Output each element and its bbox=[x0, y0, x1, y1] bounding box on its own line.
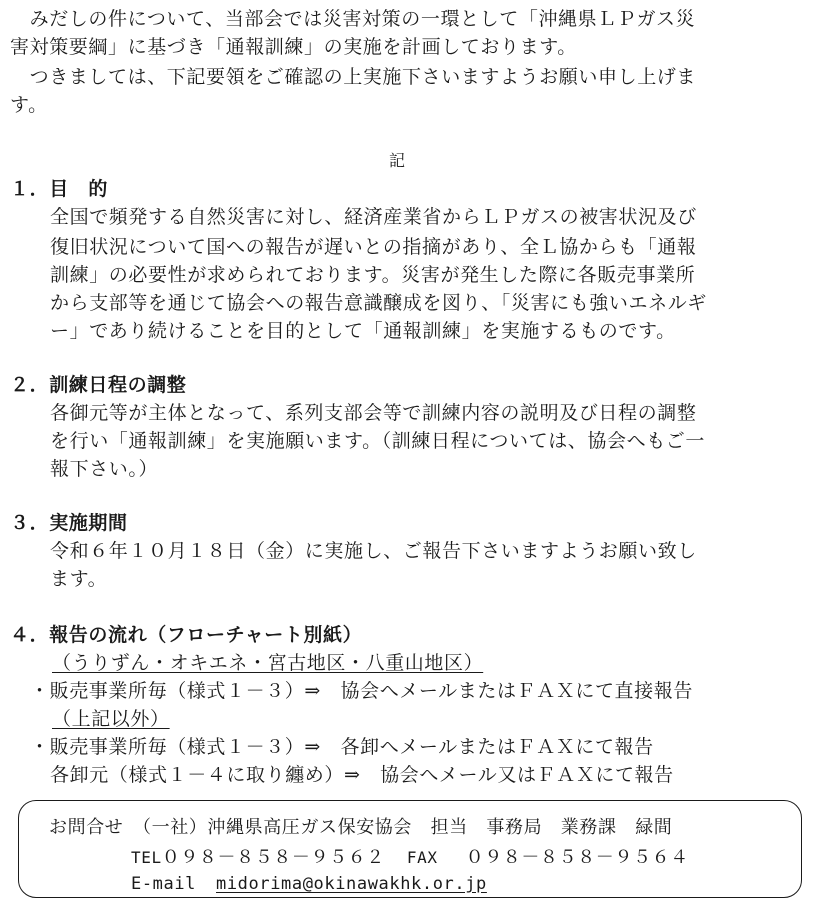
tel-label: TEL bbox=[131, 848, 162, 867]
intro-line-4: す。 bbox=[10, 94, 48, 116]
section-2-line: を行い「通報訓練」を実施願います。（訓練日程については、協会へもご一 bbox=[50, 430, 706, 452]
region-group-label: （うりずん・オキエネ・宮古地区・八重山地区） bbox=[52, 652, 484, 674]
intro-line-2: 害対策要綱」に基づき「通報訓練」の実施を計画しております。 bbox=[10, 36, 577, 58]
intro-line-1: みだしの件について、当部会では災害対策の一環として「沖縄県ＬＰガス災 bbox=[10, 8, 696, 30]
flow-item: 各卸元（様式１－４に取り纏め）⇒ 協会へメール又はＦＡＸにて報告 bbox=[50, 764, 674, 786]
section-1-line: 訓練」の必要性が求められております。災害が発生した際に各販売事業所 bbox=[50, 264, 696, 286]
email-label: E-mail bbox=[131, 874, 197, 894]
section-3-line: 令和６年１０月１８日（金）に実施し、ご報告下さいますようお願い致し bbox=[50, 540, 697, 562]
section-4-heading: ４．報告の流れ（フローチャート別紙） bbox=[10, 624, 363, 646]
ki-marker: 記 bbox=[389, 151, 406, 170]
contact-phone-line bbox=[131, 845, 689, 871]
fax-number: ０９８－８５８－９５６４ bbox=[465, 847, 689, 868]
section-1-heading: １．目 的 bbox=[10, 178, 109, 200]
flow-item: ・販売事業所毎（様式１－３）⇒ 協会へメールまたはＦＡＸにて直接報告 bbox=[30, 680, 693, 702]
flow-item: ・販売事業所毎（様式１－３）⇒ 各卸へメールまたはＦＡＸにて報告 bbox=[30, 736, 654, 758]
section-3-heading: ３．実施期間 bbox=[10, 512, 128, 534]
contact-box bbox=[18, 800, 802, 898]
section-2-line: 報下さい。） bbox=[50, 458, 159, 480]
fax-label: FAX bbox=[406, 848, 438, 867]
contact-email-line bbox=[131, 871, 487, 897]
region-group-label: （上記以外） bbox=[52, 708, 170, 730]
contact-line: お問合せ （一社）沖縄県高圧ガス保安協会 担当 事務局 業務課 緑間 bbox=[49, 817, 673, 838]
section-1-line: から支部等を通じて協会への報告意識醸成を図り、「災害にも強いエネルギ bbox=[50, 292, 707, 314]
section-1-line: ー」であり続けることを目的として「通報訓練」を実施するものです。 bbox=[50, 320, 676, 342]
section-2-line: 各御元等が主体となって、系列支部会等で訓練内容の説明及び日程の調整 bbox=[50, 402, 697, 424]
email-link[interactable]: midorima@okinawakhk.or.jp bbox=[216, 874, 487, 894]
section-2-heading: ２．訓練日程の調整 bbox=[10, 374, 187, 396]
section-1-line: 復旧状況について国への報告が遅いとの指摘があり、全Ｌ協からも「通報 bbox=[50, 236, 697, 258]
section-1-line: 全国で頻発する自然災害に対し、経済産業省からＬＰガスの被害状況及び bbox=[50, 206, 697, 228]
tel-number: ０９８－８５８－９５６２ bbox=[161, 847, 385, 868]
intro-line-3: つきましては、下記要領をご確認の上実施下さいますようお願い申し上げま bbox=[10, 66, 697, 88]
section-3-line: ます。 bbox=[50, 568, 108, 590]
